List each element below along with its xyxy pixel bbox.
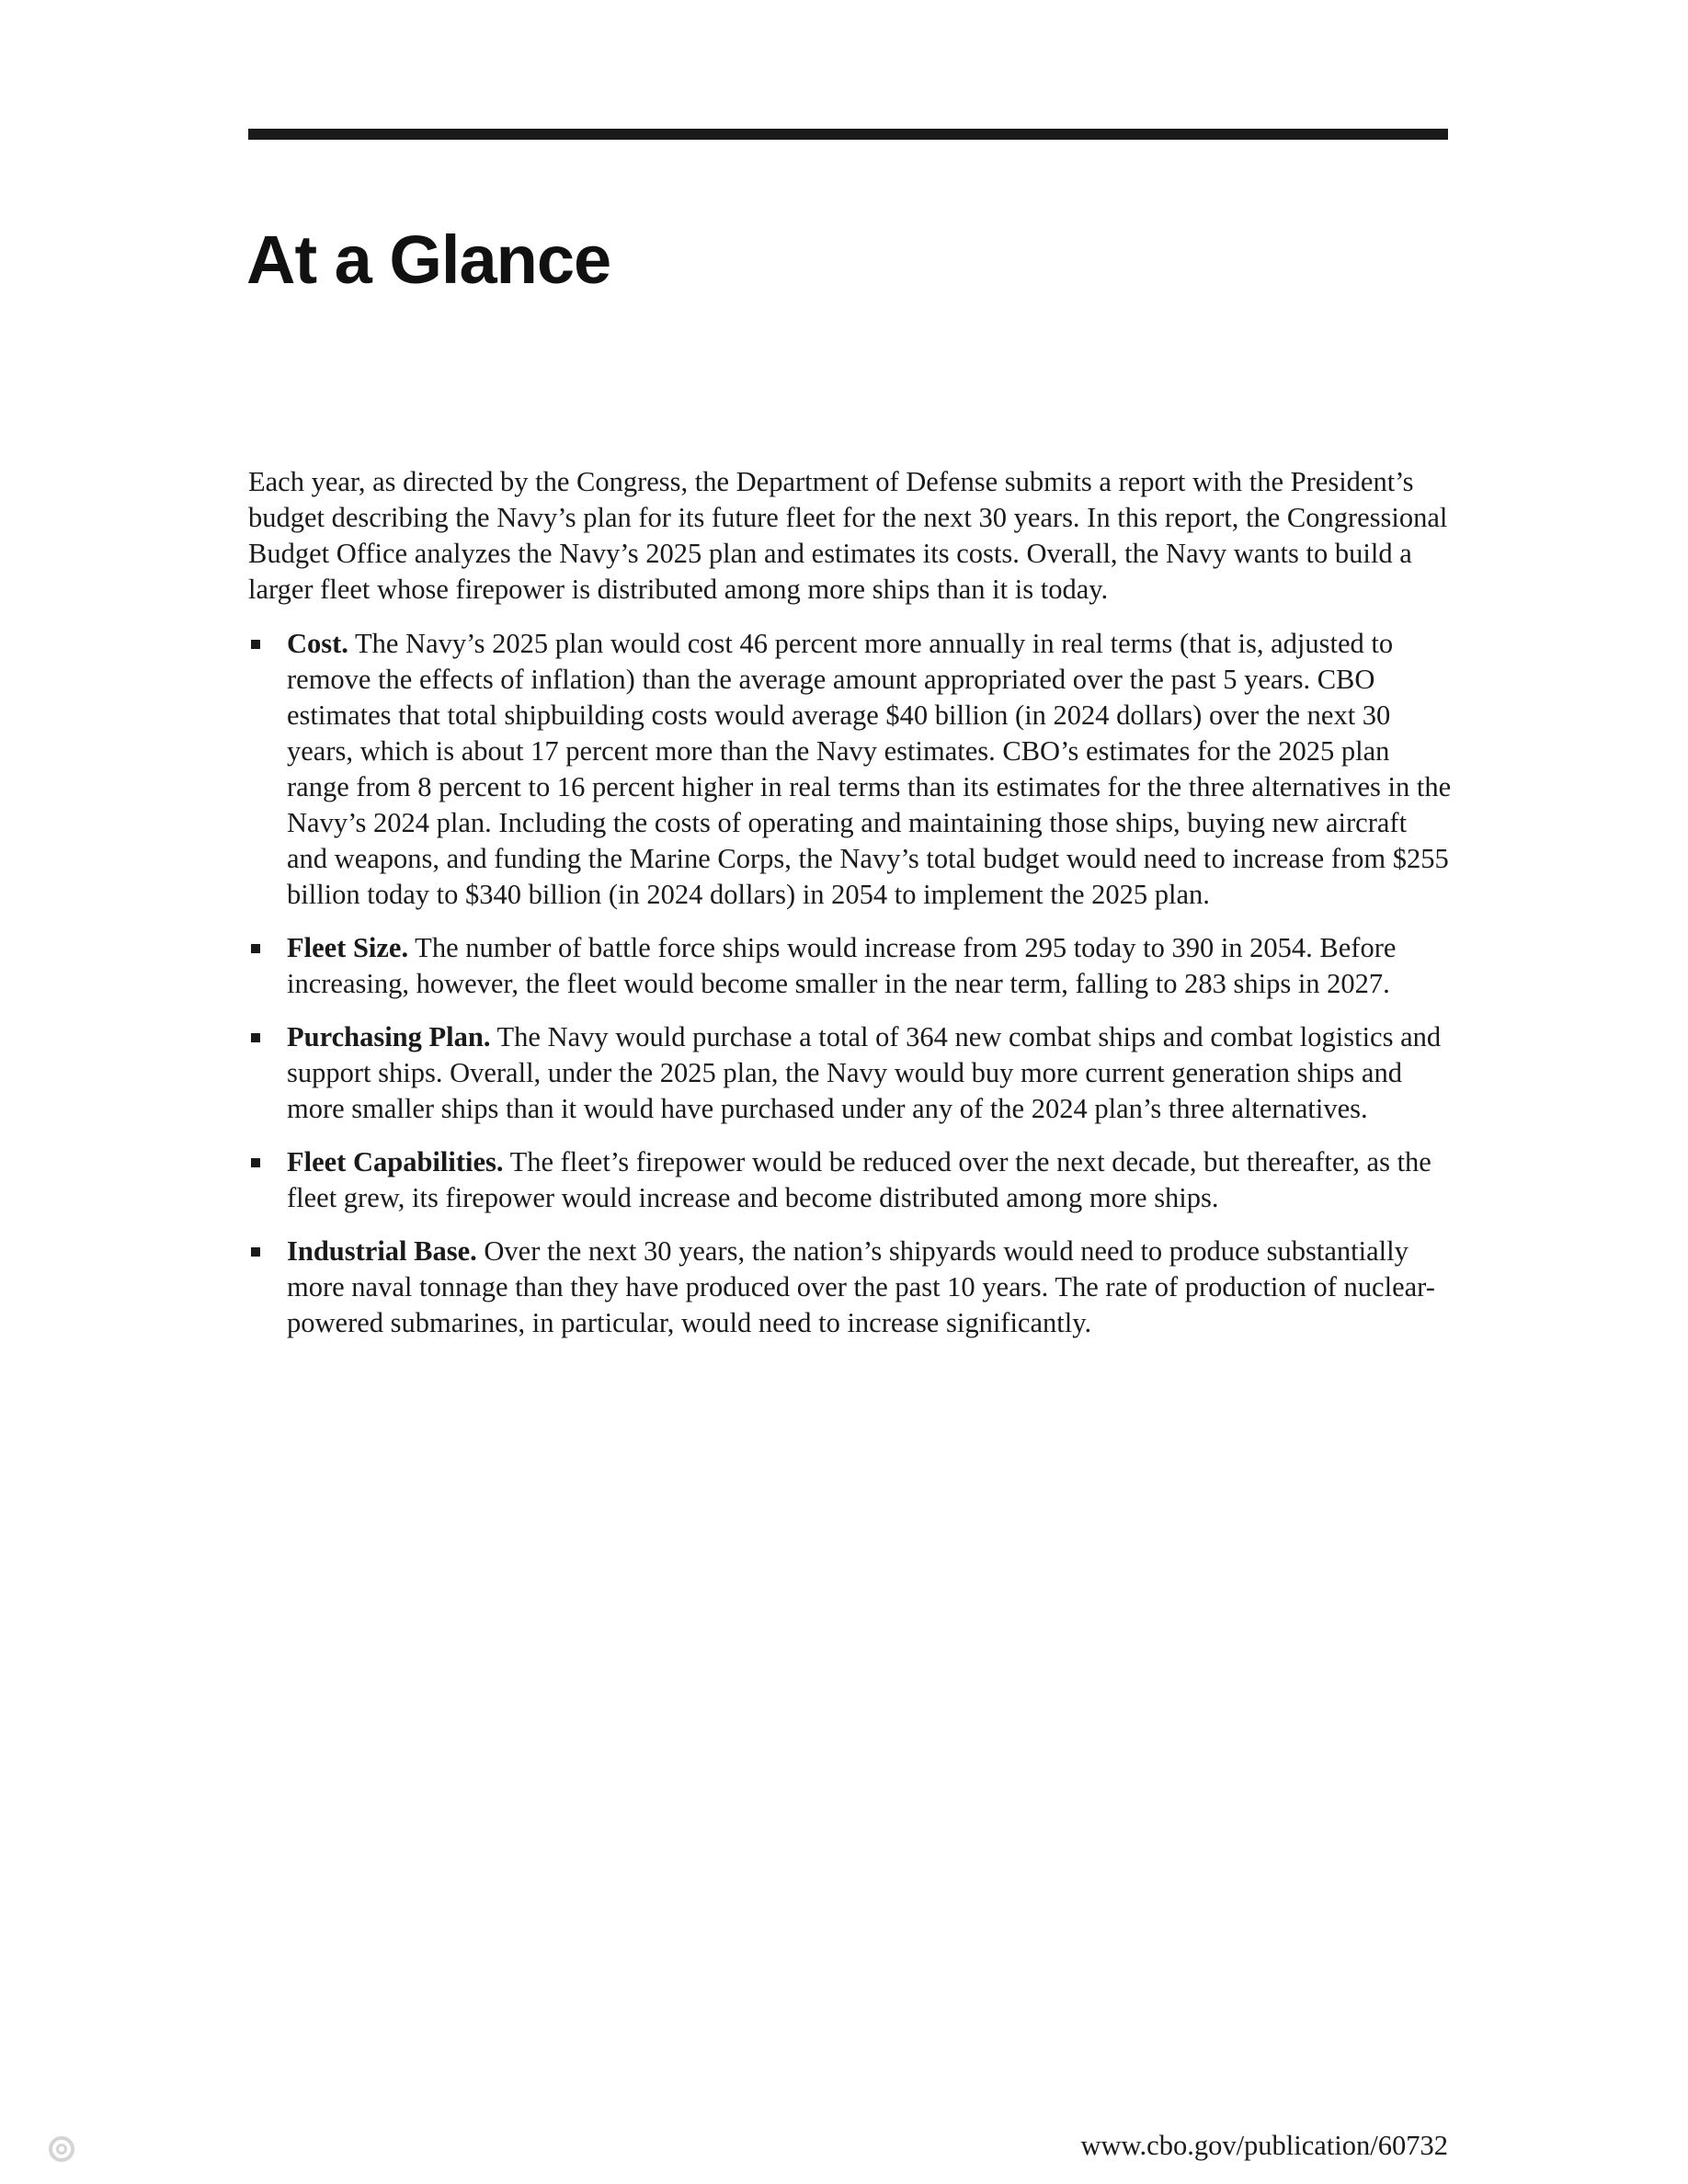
key-point-fleet-size bbox=[248, 930, 1453, 1002]
top-rule bbox=[248, 129, 1448, 140]
page-title: At a Glance bbox=[246, 222, 611, 298]
key-point-text: Over the next 30 years, the nation’s shipyards would need to produce substantially more naval tonnage than they have produced over the past 10 years. The rate of production of nuclear-powered submarines, in particular, would need to increase significantly. bbox=[287, 1235, 1435, 1338]
key-point-text: The fleet’s firepower would be reduced over the next decade, but thereafter, as the fleet grew, its firepower would increase and become distributed among more ships. bbox=[287, 1146, 1431, 1213]
key-point-heading: Fleet Size. bbox=[287, 932, 409, 963]
footer-url[interactable]: www.cbo.gov/publication/60732 bbox=[1080, 2130, 1448, 2161]
key-point-text: The number of battle force ships would increase from 295 today to 390 in 2054. Before increasing, however, the fleet would become smaller in the near term, falling to 283 ships in 2027. bbox=[287, 932, 1397, 999]
key-point-industrial-base bbox=[248, 1234, 1453, 1341]
key-point-cost bbox=[248, 626, 1453, 913]
intro-paragraph: Each year, as directed by the Congress, the Department of Defense submits a report with the President’s budget describing the Navy’s plan for its future fleet for the next 30 years. In this report, the Congressional Budget Office analyzes the Navy’s 2025 plan and estimates its costs. Overall, the Navy wants to build a larger fleet whose firepower is distributed among more ships than it is today. bbox=[248, 466, 1448, 605]
main-content bbox=[248, 464, 1453, 1359]
square-bullet-icon bbox=[251, 640, 260, 649]
key-point-heading: Cost. bbox=[287, 628, 348, 659]
circular-logo-icon bbox=[48, 2135, 75, 2163]
square-bullet-icon bbox=[251, 944, 260, 953]
key-point-purchasing-plan bbox=[248, 1019, 1453, 1127]
square-bullet-icon bbox=[251, 1247, 260, 1257]
key-point-heading: Fleet Capabilities. bbox=[287, 1146, 504, 1177]
key-point-fleet-capabilities bbox=[248, 1144, 1453, 1216]
key-point-text: The Navy’s 2025 plan would cost 46 percent more annually in real terms (that is, adjusted to remove the effects of inflation) than the average amount appropriated over the past 5 years. CBO estimates that total shipbuilding costs would average $40 billion (in 2024 dollars) over the next 30 years, which is about 17 percent more than the Navy estimates. CBO’s estimates for the 2025 plan range from 8 percent to 16 percent higher in real terms than its estimates for the three alternatives in the Navy’s 2024 plan. Including the costs of operating and maintaining those ships, buying new aircraft and weapons, and funding the Marine Corps, the Navy’s total budget would need to increase from $255 billion today to $340 billion (in 2024 dollars) in 2054 to implement the 2025 plan. bbox=[287, 628, 1452, 910]
key-point-heading: Industrial Base. bbox=[287, 1235, 477, 1267]
square-bullet-icon bbox=[251, 1158, 260, 1167]
square-bullet-icon bbox=[251, 1033, 260, 1042]
key-point-text: The Navy would purchase a total of 364 new combat ships and combat logistics and support ships. Overall, under the 2025 plan, the Navy would buy more current generation ships and more smaller ships than it would have purchased under any of the 2024 plan’s three alternatives. bbox=[287, 1021, 1442, 1124]
key-point-heading: Purchasing Plan. bbox=[287, 1021, 491, 1052]
key-points-list bbox=[248, 626, 1453, 1341]
